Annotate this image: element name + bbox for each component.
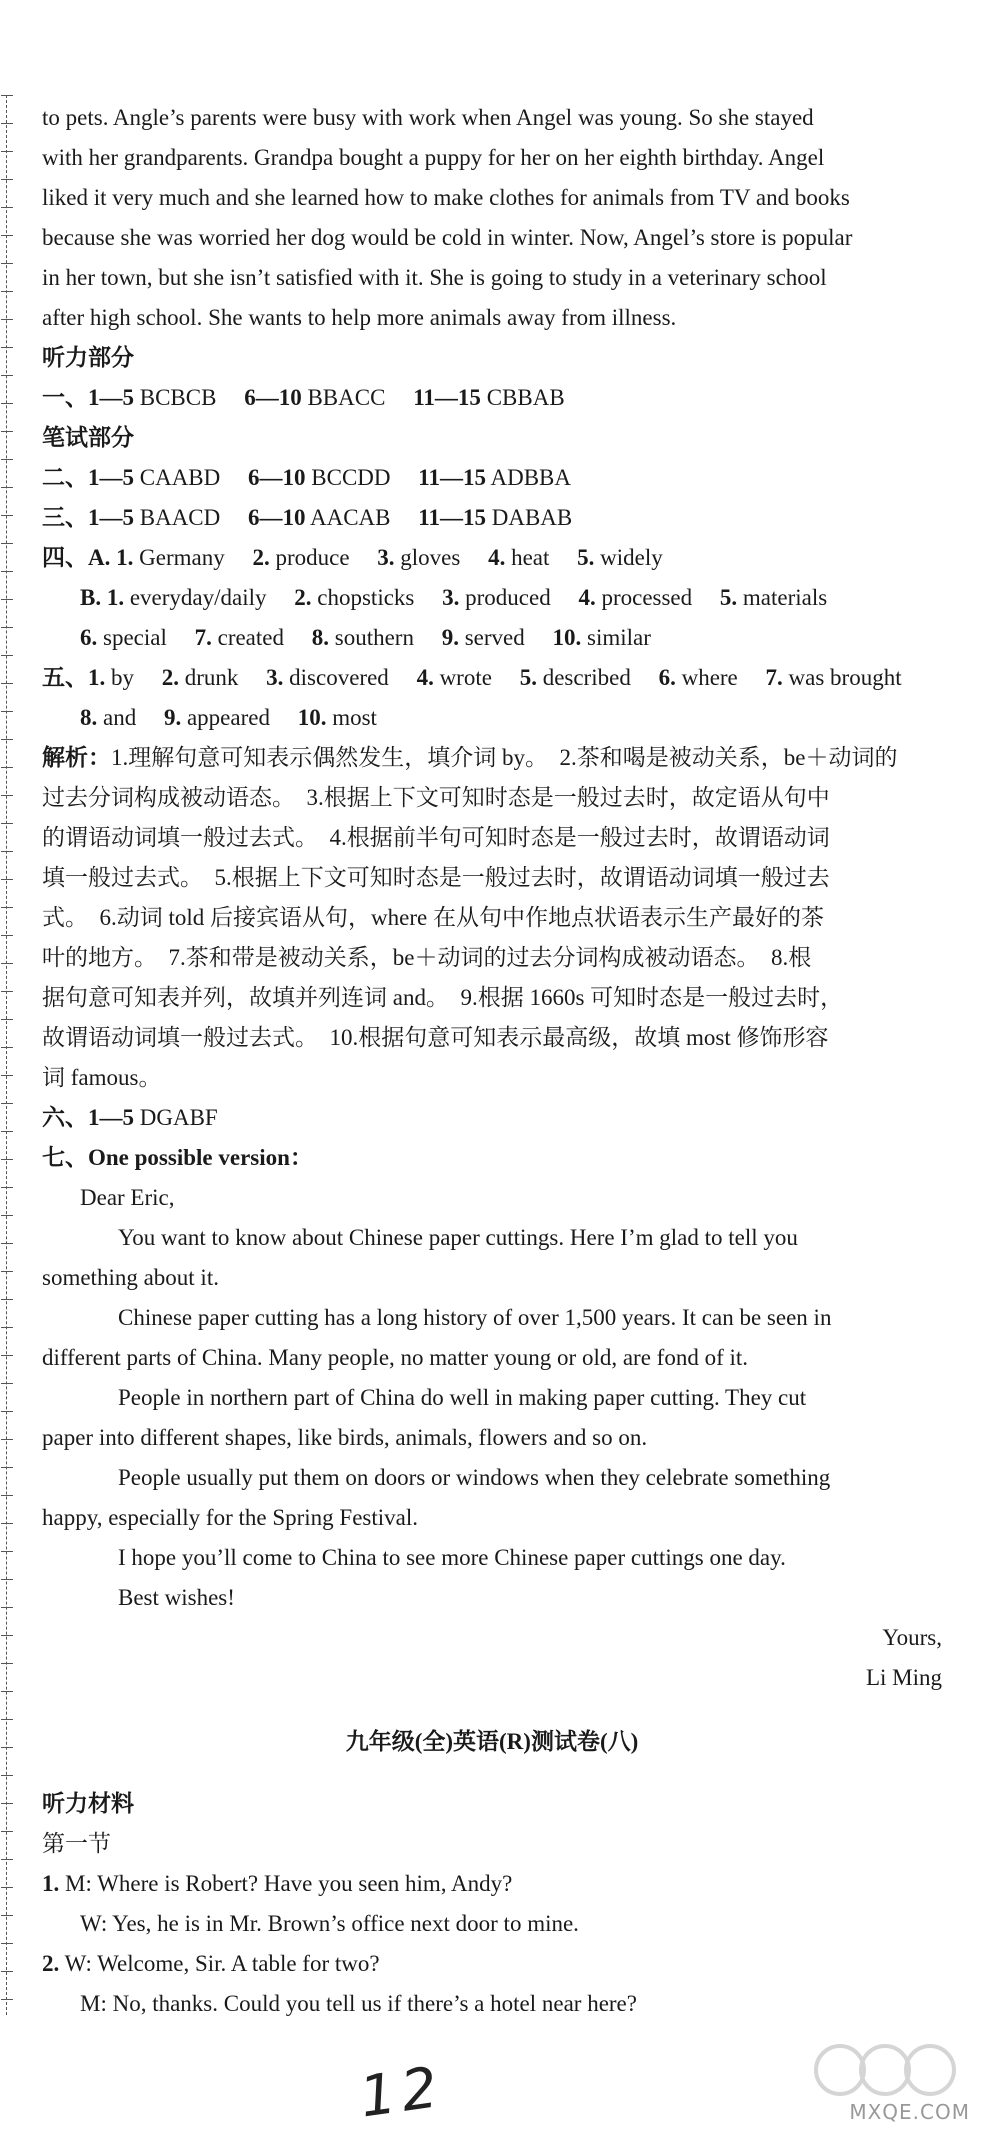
binding-tick [1, 1215, 13, 1216]
answer-word: processed [601, 585, 693, 610]
binding-tick [1, 739, 13, 740]
explanation-line: 式。 6.动词 told 后接宾语从句，where 在从句中作地点状语表示生产最好的茶 [42, 905, 824, 930]
item-number: 9. [441, 625, 459, 650]
answer-range: 1—5 [88, 385, 134, 410]
binding-tick [1, 571, 13, 572]
binding-tick [1, 711, 13, 712]
answer-word: most [332, 705, 377, 730]
binding-tick [1, 1047, 13, 1048]
binding-tick [1, 263, 13, 264]
binding-tick [1, 1187, 13, 1188]
item-number: 4. [578, 585, 596, 610]
dialogue-line: W: Yes, he is in Mr. Brown’s office next door to mine. [80, 1911, 579, 1936]
answer-word: southern [334, 625, 414, 650]
answer-range: 1—5 [88, 1105, 134, 1130]
binding-tick [1, 1887, 13, 1888]
item-number: 1. [116, 545, 134, 570]
binding-tick [1, 1523, 13, 1524]
answer-word: widely [600, 545, 663, 570]
handwritten-page-number: 12 [355, 2054, 448, 2130]
letter-line: People in northern part of China do well in making paper cutting. They cut [118, 1385, 807, 1410]
binding-tick [1, 1411, 13, 1412]
listening-heading: 听力部分 [42, 345, 134, 370]
item-number: 10. [552, 625, 582, 650]
section-number: 四、 [42, 545, 88, 570]
passage-line: because she was worried her dog would be cold in winter. Now, Angel’s store is popular [42, 225, 853, 250]
binding-tick [1, 1159, 13, 1160]
passage-line: liked it very much and she learned how to make clothes for animals from TV and books [42, 185, 850, 210]
binding-margin [6, 95, 19, 2015]
letter-line: I hope you’ll come to China to see more Chinese paper cuttings one day. [118, 1545, 786, 1570]
sample-letter [42, 1178, 942, 1698]
letter-line: paper into different shapes, like birds, animals, flowers and so on. [42, 1425, 648, 1450]
binding-tick [1, 1271, 13, 1272]
section-number: 七、 [42, 1145, 88, 1170]
writing-heading: 笔试部分 [42, 425, 134, 450]
item-number: 2. [252, 545, 270, 570]
part-heading: 第一节 [42, 1831, 111, 1856]
binding-tick [1, 935, 13, 936]
binding-tick [1, 1719, 13, 1720]
item-number: 7. [765, 665, 783, 690]
binding-tick [1, 851, 13, 852]
letter-line: People usually put them on doors or windows when they celebrate something [118, 1465, 831, 1490]
explanation-line: 1.理解句意可知表示偶然发生，填介词 by。 2.茶和喝是被动关系，be＋动词的 [111, 745, 898, 770]
letter-line: You want to know about Chinese paper cuttings. Here I’m glad to tell you [118, 1225, 798, 1250]
section-6-answers [42, 1098, 942, 1138]
binding-tick [1, 767, 13, 768]
binding-tick [1, 1803, 13, 1804]
section-4a-answers [42, 538, 942, 578]
binding-tick [1, 487, 13, 488]
answer-word: was brought [788, 665, 902, 690]
binding-tick [1, 207, 13, 208]
dialogue-1 [42, 1864, 942, 1944]
letter-line: Chinese paper cutting has a long history of over 1,500 years. It can be seen in [118, 1305, 832, 1330]
binding-tick [1, 1299, 13, 1300]
answer-group: BCBCB [134, 385, 217, 410]
answer-word: where [681, 665, 738, 690]
passage-line: in her town, but she isn’t satisfied with it. She is going to study in a veterinary school [42, 265, 827, 290]
binding-tick [1, 95, 13, 96]
section-5-answers [42, 658, 942, 698]
answer-page [42, 98, 942, 2024]
answer-group: CAABD [134, 465, 221, 490]
binding-tick [1, 991, 13, 992]
binding-tick [1, 823, 13, 824]
dialogue-number: 2. [42, 1951, 60, 1976]
answer-group: DABAB [486, 505, 573, 530]
item-number: 8. [80, 705, 98, 730]
binding-tick [1, 1999, 13, 2000]
answer-range: 11—15 [418, 465, 486, 490]
item-number: 6. [658, 665, 676, 690]
answer-word: wrote [439, 665, 492, 690]
item-number: 1. [106, 585, 125, 610]
binding-tick [1, 1747, 13, 1748]
answer-word: discovered [289, 665, 389, 690]
binding-tick [1, 683, 13, 684]
explanation-label: 解析： [42, 745, 111, 770]
answer-group: BCCDD [305, 465, 391, 490]
part-label: B. [80, 585, 102, 610]
answer-word: served [464, 625, 525, 650]
binding-tick [1, 1019, 13, 1020]
answer-group: ADBBA [486, 465, 571, 490]
item-number: 2. [161, 665, 179, 690]
binding-tick [1, 1131, 13, 1132]
binding-tick [1, 1859, 13, 1860]
answer-word: appeared [186, 705, 270, 730]
test-title: 九年级(全)英语(R)测试卷(八) [345, 1729, 639, 1754]
binding-tick [1, 655, 13, 656]
binding-tick [1, 1355, 13, 1356]
item-number: 2. [294, 585, 312, 610]
binding-tick [1, 1075, 13, 1076]
reading-passage [42, 98, 942, 338]
binding-tick [1, 1439, 13, 1440]
watermark-text: MXQE.COM [849, 2100, 970, 2124]
dialogue-line: M: Where is Robert? Have you seen him, Andy? [65, 1871, 513, 1896]
answer-range: 1—5 [88, 465, 134, 490]
letter-line: something about it. [42, 1265, 219, 1290]
letter-closing: Best wishes! [118, 1585, 235, 1610]
dialogue-2 [42, 1944, 942, 2024]
binding-tick [1, 1775, 13, 1776]
explanation-line: 填一般过去式。 5.根据上下文可知时态是一般过去时，故谓语动词填一般过去 [42, 865, 830, 890]
binding-tick [1, 907, 13, 908]
binding-tick [1, 1467, 13, 1468]
answer-word: described [542, 665, 631, 690]
binding-tick [1, 1831, 13, 1832]
item-number: 5. [577, 545, 595, 570]
letter-greeting: Dear Eric, [80, 1185, 175, 1210]
section-2-answers [42, 458, 942, 498]
binding-tick [1, 1551, 13, 1552]
binding-tick [1, 151, 13, 152]
answer-word: gloves [400, 545, 461, 570]
letter-signature: Li Ming [865, 1665, 942, 1690]
binding-tick [1, 1943, 13, 1944]
answer-word: and [103, 705, 137, 730]
answer-word: special [103, 625, 167, 650]
section-number: 三、 [42, 505, 88, 530]
item-number: 5. [719, 585, 738, 610]
answer-group: BBACC [301, 385, 386, 410]
dialogue-line: W: Welcome, Sir. A table for two? [64, 1951, 380, 1976]
binding-tick [1, 627, 13, 628]
explanation-line: 的谓语动词填一般过去式。 4.根据前半句可知时态是一般过去时，故谓语动词 [42, 825, 830, 850]
item-number: 7. [194, 625, 212, 650]
answer-word: produce [275, 545, 350, 570]
section-4b-answers-cont [42, 618, 942, 658]
binding-tick [1, 347, 13, 348]
binding-tick [1, 235, 13, 236]
answer-word: materials [742, 585, 828, 610]
binding-tick [1, 403, 13, 404]
binding-tick [1, 879, 13, 880]
binding-tick [1, 375, 13, 376]
binding-tick [1, 1607, 13, 1608]
binding-tick [1, 1663, 13, 1664]
answer-word: chopsticks [317, 585, 415, 610]
version-label: One possible version： [88, 1145, 313, 1170]
answer-word: created [217, 625, 284, 650]
answer-range: 6—10 [248, 505, 306, 530]
answer-range: 11—15 [418, 505, 486, 530]
answer-range: 6—10 [244, 385, 302, 410]
answer-range: 6—10 [248, 465, 306, 490]
binding-tick [1, 963, 13, 964]
binding-tick [1, 1243, 13, 1244]
binding-tick [1, 123, 13, 124]
section-3-answers [42, 498, 942, 538]
item-number: 3. [442, 585, 460, 610]
binding-tick [1, 543, 13, 544]
passage-line: with her grandparents. Grandpa bought a puppy for her on her eighth birthday. Angel [42, 145, 825, 170]
binding-tick [1, 1691, 13, 1692]
explanation-line: 据句意可知表并列，故填并列连词 and。 9.根据 1660s 可知时态是一般过去时， [42, 985, 844, 1010]
item-number: 4. [416, 665, 434, 690]
dialogue-line: M: No, thanks. Could you tell us if there’s a hotel near here? [80, 1991, 637, 2016]
section-1-answers [42, 378, 942, 418]
section-7-heading [42, 1138, 942, 1178]
binding-tick [1, 1495, 13, 1496]
binding-tick [1, 1971, 13, 1972]
explanation-line: 叶的地方。 7.茶和带是被动关系，be＋动词的过去分词构成被动语态。 8.根 [42, 945, 812, 970]
binding-tick [1, 1635, 13, 1636]
binding-tick [1, 459, 13, 460]
item-number: 8. [311, 625, 329, 650]
answer-group: AACAB [305, 505, 391, 530]
binding-tick [1, 291, 13, 292]
explanation [42, 738, 942, 1098]
item-number: 1. [88, 665, 106, 690]
binding-tick [1, 599, 13, 600]
binding-tick [1, 431, 13, 432]
letter-line: happy, especially for the Spring Festival. [42, 1505, 419, 1530]
binding-tick [1, 179, 13, 180]
answer-range: 1—5 [88, 505, 134, 530]
binding-tick [1, 1103, 13, 1104]
answer-word: produced [465, 585, 551, 610]
section-number: 二、 [42, 465, 88, 490]
answer-range: 11—15 [413, 385, 481, 410]
passage-line: to pets. Angle’s parents were busy with work when Angel was young. So she stayed [42, 105, 814, 130]
binding-tick [1, 1915, 13, 1916]
answer-group: DGABF [134, 1105, 218, 1130]
part-label: A. [88, 545, 111, 570]
item-number: 5. [519, 665, 537, 690]
listening-material-heading: 听力材料 [42, 1791, 134, 1816]
explanation-line: 过去分词构成被动语态。 3.根据上下文可知时态是一般过去时，故定语从句中 [42, 785, 830, 810]
item-number: 6. [80, 625, 98, 650]
item-number: 9. [163, 705, 182, 730]
answer-group: CBBAB [480, 385, 565, 410]
binding-tick [1, 1579, 13, 1580]
answer-group: BAACD [134, 505, 221, 530]
answer-word: heat [511, 545, 550, 570]
binding-tick [1, 1383, 13, 1384]
section-5-answers-cont [42, 698, 942, 738]
section-number: 一、 [42, 385, 88, 410]
section-number: 六、 [42, 1105, 88, 1130]
answer-word: everyday/daily [129, 585, 267, 610]
answer-word: drunk [184, 665, 239, 690]
binding-tick [1, 1327, 13, 1328]
letter-line: different parts of China. Many people, no matter young or old, are fond of it. [42, 1345, 749, 1370]
section-4b-answers [42, 578, 942, 618]
binding-tick [1, 319, 13, 320]
item-number: 3. [266, 665, 284, 690]
letter-yours: Yours, [882, 1625, 942, 1650]
item-number: 10. [297, 705, 327, 730]
section-number: 五、 [42, 665, 88, 690]
binding-tick [1, 515, 13, 516]
answer-word: by [111, 665, 134, 690]
binding-tick [1, 795, 13, 796]
item-number: 4. [488, 545, 506, 570]
answer-word: similar [587, 625, 651, 650]
explanation-line: 故谓语动词填一般过去式。 10.根据句意可知表示最高级，故填 most 修饰形容 [42, 1025, 829, 1050]
dialogue-number: 1. [42, 1871, 60, 1896]
explanation-line: 词 famous。 [42, 1065, 162, 1090]
passage-line: after high school. She wants to help more animals away from illness. [42, 305, 677, 330]
item-number: 3. [377, 545, 395, 570]
answer-word: Germany [139, 545, 225, 570]
